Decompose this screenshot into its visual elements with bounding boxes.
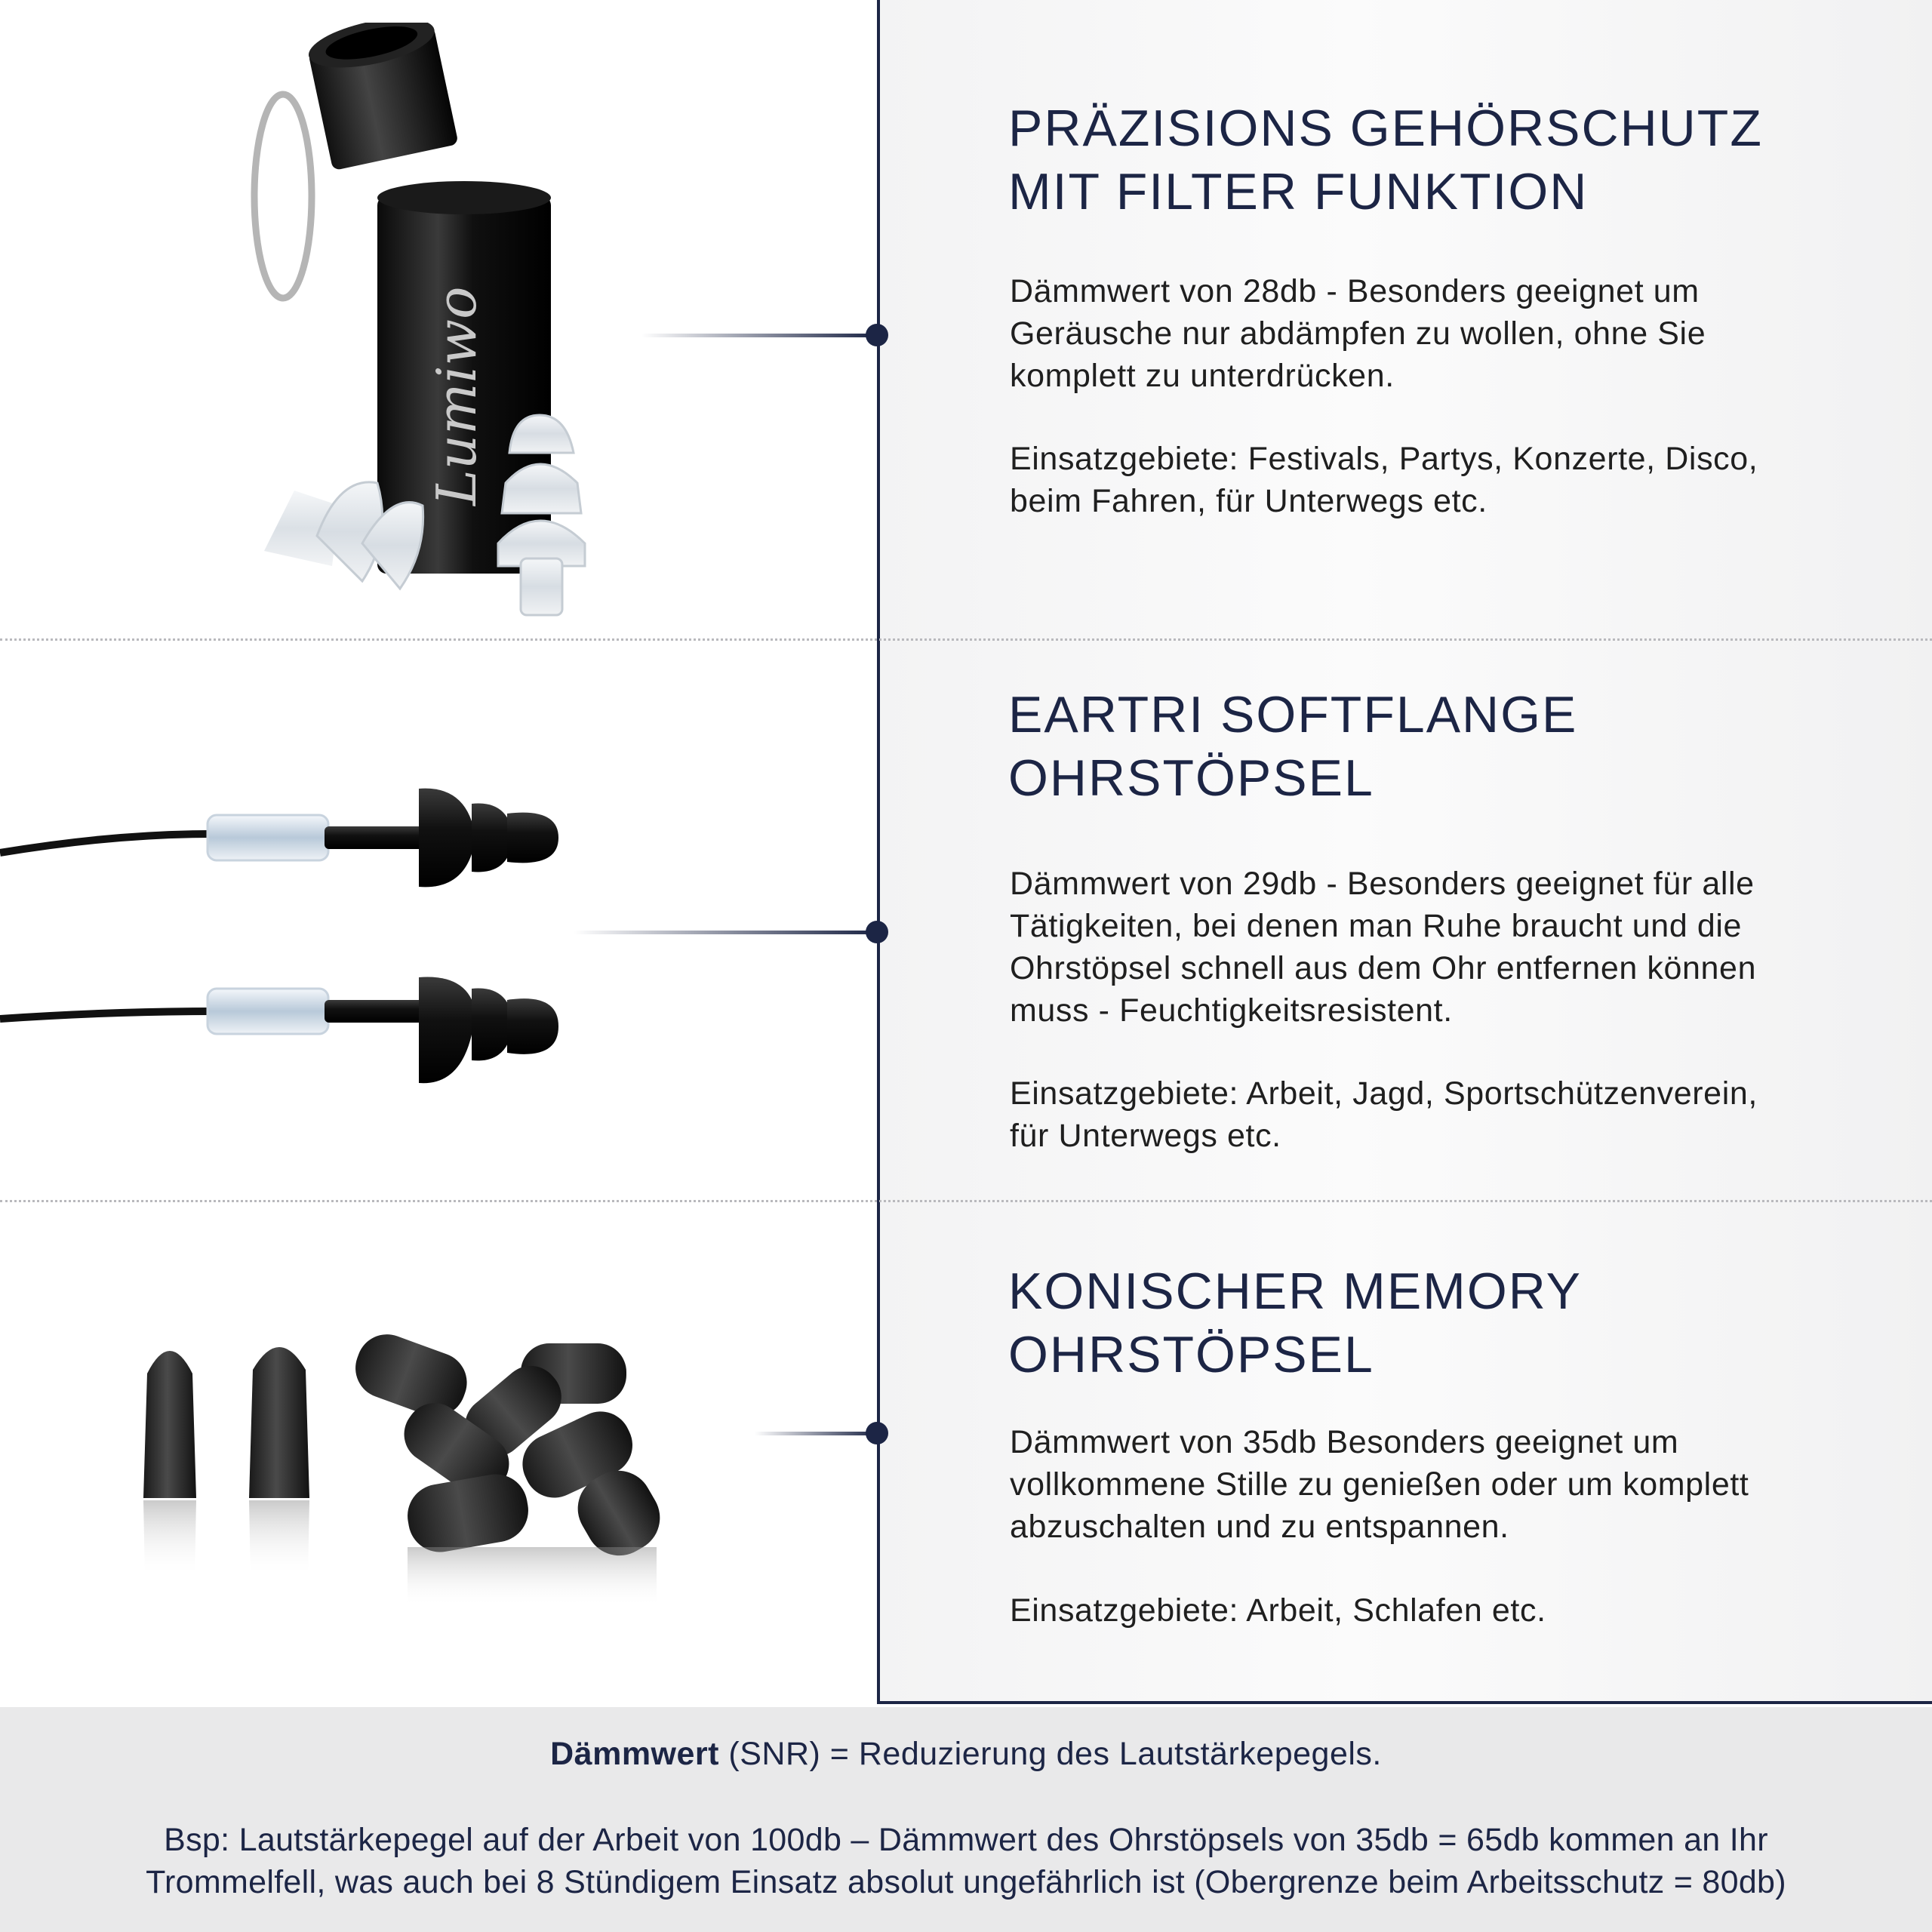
usage-line: Einsatzgebiete: Arbeit, Schlafen etc. bbox=[1010, 1592, 1546, 1629]
footer-definition-text: (SNR) = Reduzierung des Lautstärkepegels. bbox=[718, 1736, 1382, 1772]
product-description-memory bbox=[1010, 1421, 1900, 1548]
desc-line: muss - Feuchtigkeitsresistent. bbox=[1010, 992, 1453, 1029]
connector-line bbox=[574, 931, 877, 934]
foam-earplug bbox=[143, 1351, 196, 1498]
desc-line: abzuschalten und zu entspannen. bbox=[1010, 1509, 1509, 1545]
footer bbox=[0, 1707, 1932, 1932]
product-usage-precision bbox=[1010, 438, 1900, 522]
connector-line bbox=[755, 1432, 877, 1435]
product-description-precision bbox=[1010, 270, 1900, 397]
footer-example-line: Bsp: Lautstärkepegel auf der Arbeit von 100db – Dämmwert des Ohrstöpsels von 35db = 65db kommen an Ihr bbox=[164, 1822, 1768, 1858]
desc-line: Tätigkeiten, bei denen man Ruhe braucht und die bbox=[1010, 908, 1743, 944]
usage-line: Einsatzgebiete: Arbeit, Jagd, Sportschützenverein, bbox=[1010, 1075, 1758, 1112]
precision-earplug-case-image bbox=[249, 23, 626, 619]
footer-example bbox=[0, 1819, 1932, 1903]
eartri-earplugs-image bbox=[0, 762, 574, 1102]
usage-line: beim Fahren, für Unterwegs etc. bbox=[1010, 483, 1487, 519]
connector-dot bbox=[866, 1422, 888, 1444]
foam-earplug-pile bbox=[347, 1328, 672, 1607]
product-title-eartri bbox=[1008, 683, 1876, 810]
footer-example-line: Trommelfell, was auch bei 8 Stündigem Einsatz absolut ungefährlich ist (Obergrenze beim Arbeitsschutz = 80db) bbox=[146, 1864, 1786, 1900]
usage-line: für Unterwegs etc. bbox=[1010, 1118, 1281, 1154]
title-line: PRÄZISIONS GEHÖRSCHUTZ bbox=[1008, 100, 1763, 157]
eartri-earplug-top bbox=[0, 789, 558, 888]
desc-line: komplett zu unterdrücken. bbox=[1010, 358, 1395, 394]
eartri-earplug-bottom bbox=[0, 977, 558, 1084]
product-usage-memory bbox=[1010, 1589, 1900, 1632]
title-line: KONISCHER MEMORY bbox=[1008, 1263, 1582, 1320]
memory-foam-earplugs-image bbox=[128, 1328, 732, 1645]
desc-line: Dämmwert von 29db - Besonders geeignet für alle bbox=[1010, 866, 1755, 902]
case-brand-text: Lumiwo bbox=[425, 286, 488, 506]
desc-line: vollkommene Stille zu genießen oder um komplett bbox=[1010, 1466, 1749, 1503]
title-line: MIT FILTER FUNKTION bbox=[1008, 163, 1589, 220]
desc-line: Geräusche nur abdämpfen zu wollen, ohne Sie bbox=[1010, 315, 1706, 352]
footer-term: Dämmwert bbox=[550, 1736, 719, 1772]
desc-line: Ohrstöpsel schnell aus dem Ohr entfernen können bbox=[1010, 950, 1757, 986]
title-line: OHRSTÖPSEL bbox=[1008, 749, 1374, 807]
title-line: EARTRI SOFTFLANGE bbox=[1008, 686, 1578, 743]
connector-dot bbox=[866, 324, 888, 346]
product-title-precision bbox=[1008, 97, 1876, 223]
title-line: OHRSTÖPSEL bbox=[1008, 1326, 1374, 1383]
keyring bbox=[254, 94, 312, 298]
connector-dot bbox=[866, 921, 888, 943]
footer-definition bbox=[0, 1733, 1932, 1775]
desc-line: Dämmwert von 35db Besonders geeignet um bbox=[1010, 1424, 1679, 1460]
row-divider bbox=[0, 1200, 1932, 1202]
desc-line: Dämmwert von 28db - Besonders geeignet um bbox=[1010, 273, 1700, 309]
product-usage-eartri bbox=[1010, 1072, 1900, 1157]
connector-line bbox=[641, 334, 877, 337]
product-title-memory bbox=[1008, 1260, 1876, 1386]
row-divider bbox=[0, 638, 1932, 641]
foam-earplug bbox=[249, 1347, 309, 1498]
product-description-eartri bbox=[1010, 863, 1900, 1032]
usage-line: Einsatzgebiete: Festivals, Partys, Konzerte, Disco, bbox=[1010, 441, 1758, 477]
